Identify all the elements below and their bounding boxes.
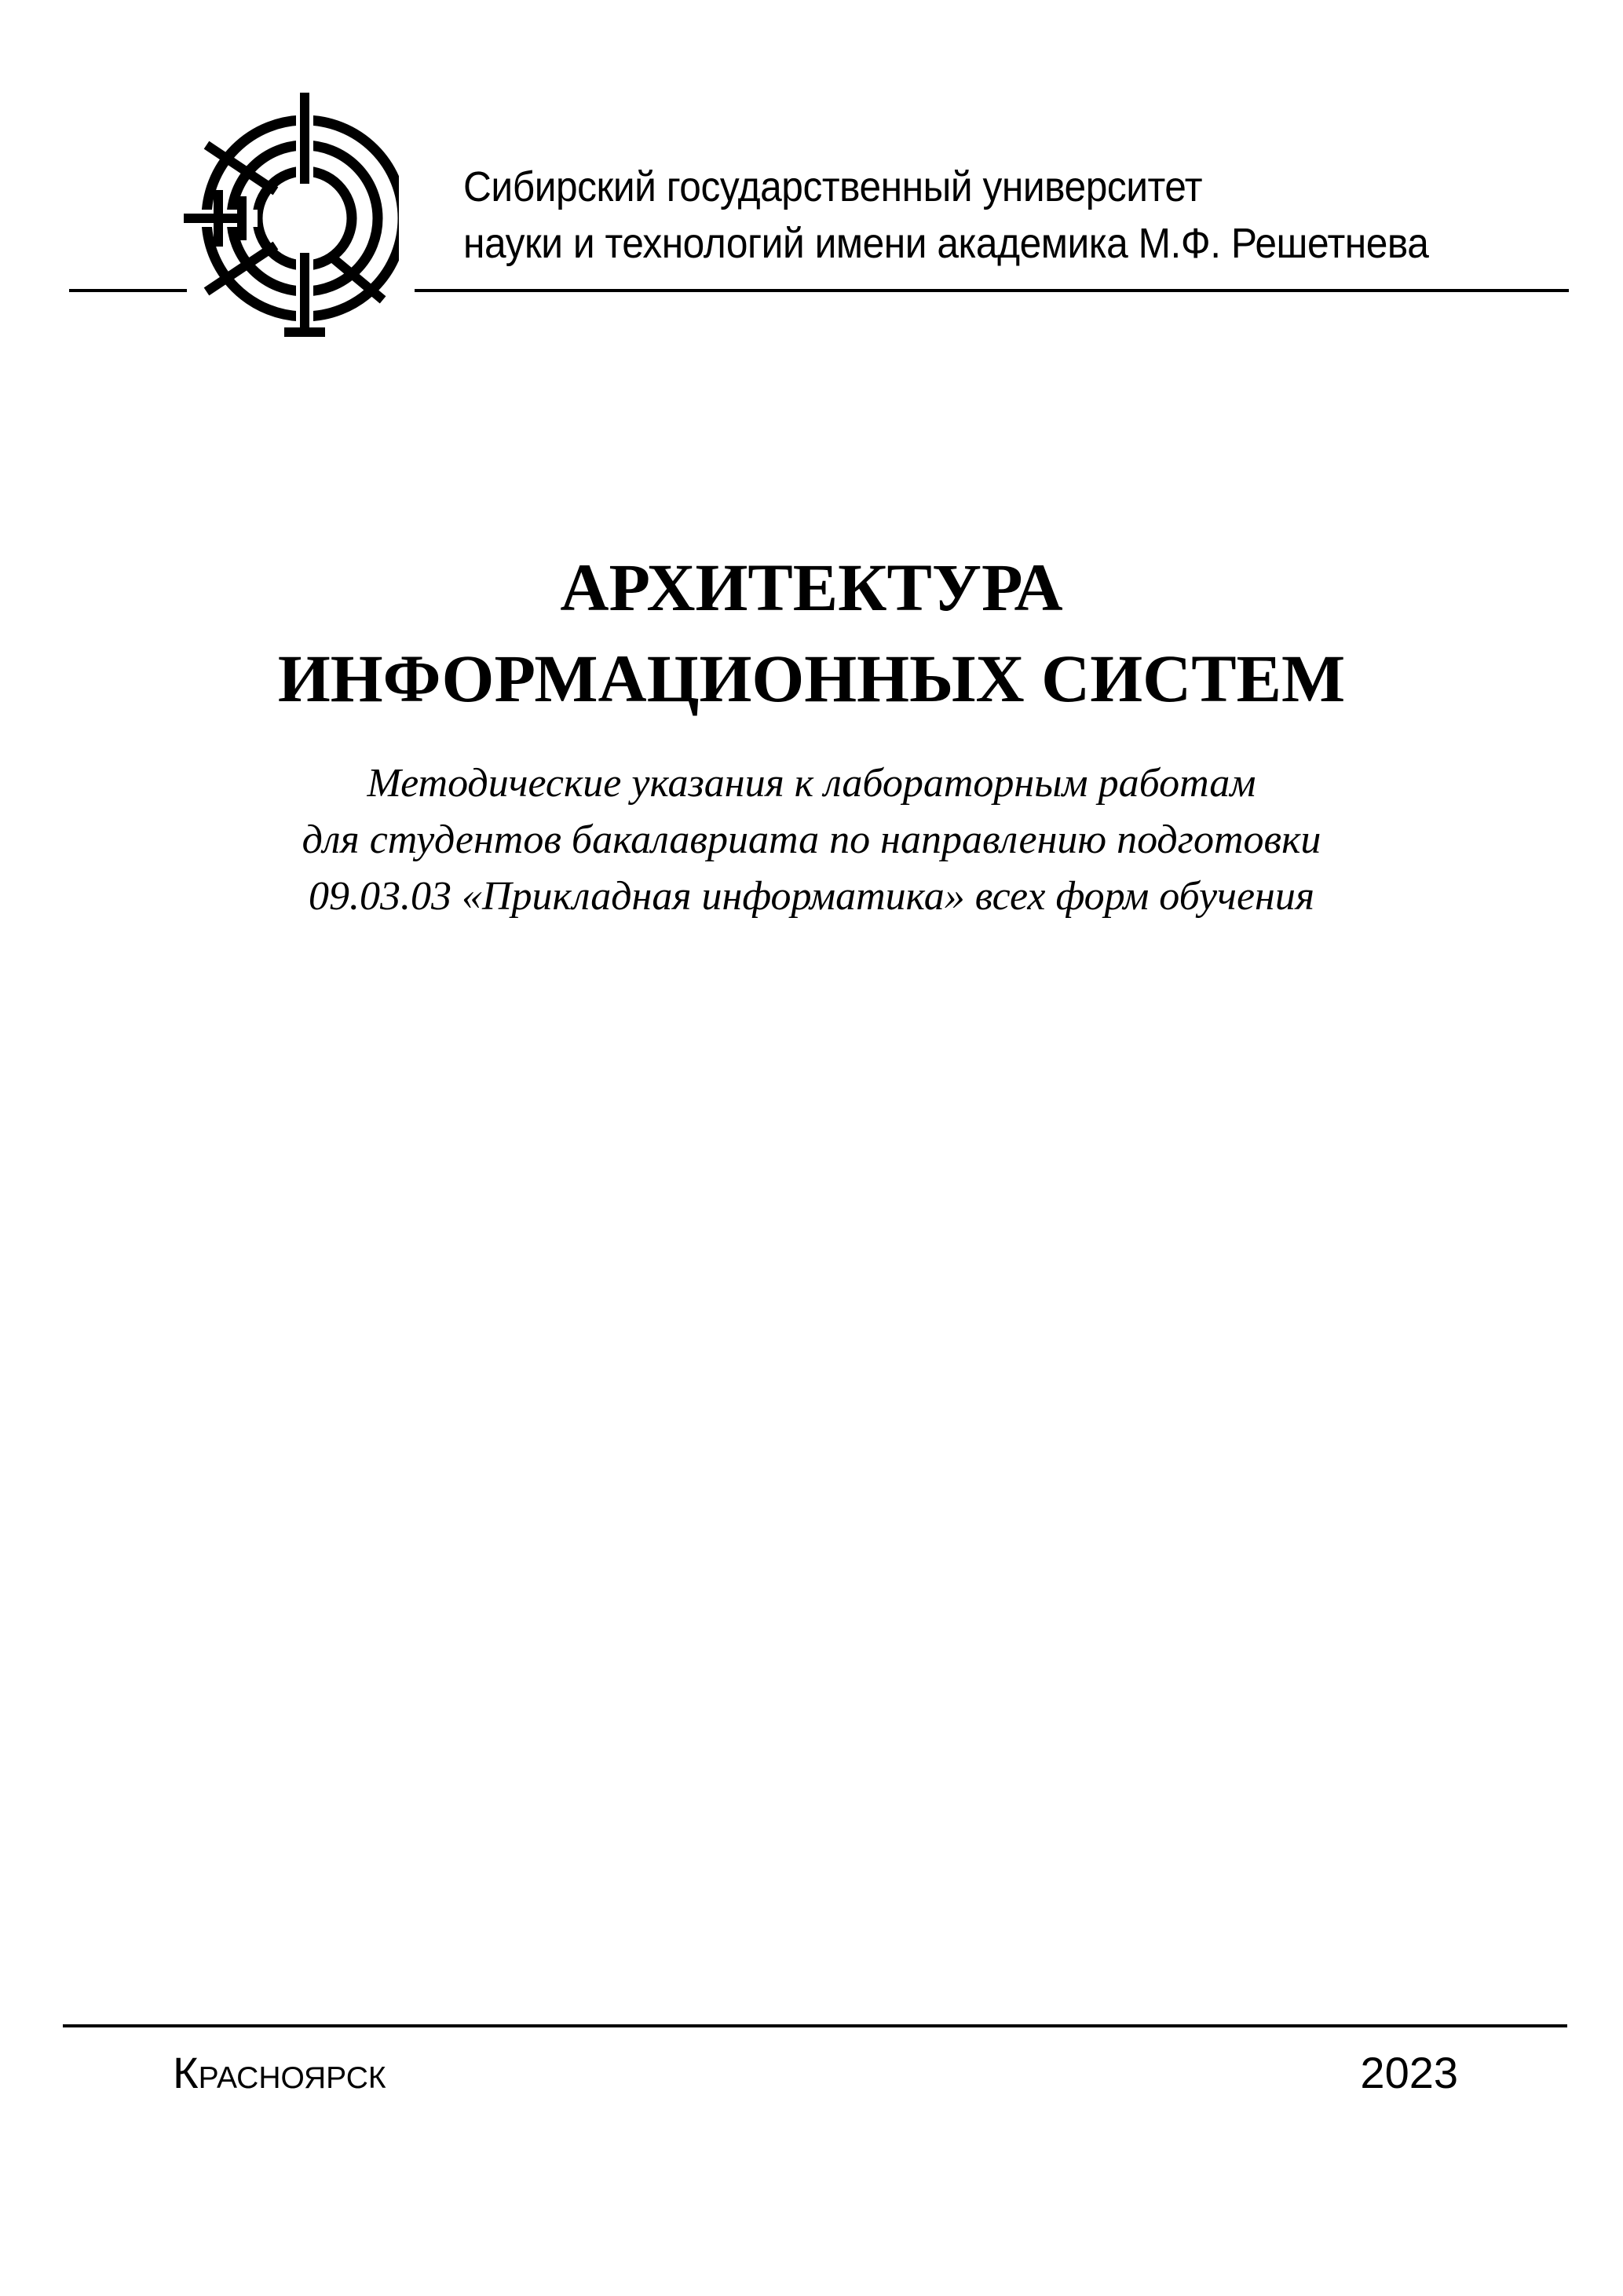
university-emblem-icon bbox=[179, 93, 399, 344]
document-subtitle-line-3: 09.03.03 «Прикладная информатика» всех форм обучения bbox=[308, 874, 1314, 919]
document-title-line-2: ИНФОРМАЦИОННЫХ СИСТЕМ bbox=[277, 641, 1346, 716]
document-title bbox=[0, 542, 1623, 724]
document-subtitle-line-2: для студентов бакалавриата по направлению подготовки bbox=[302, 817, 1321, 862]
university-name bbox=[463, 159, 1428, 272]
document-title-line-1: АРХИТЕКТУРА bbox=[560, 550, 1063, 625]
university-name-line-2: науки и технологий имени академика М.Ф. Решетнева bbox=[463, 220, 1429, 267]
header-divider-left bbox=[69, 289, 187, 292]
footer-divider bbox=[63, 2024, 1567, 2027]
publication-year: 2023 bbox=[1360, 2048, 1458, 2097]
document-subtitle-line-1: Методические указания к лабораторным работам bbox=[367, 761, 1256, 806]
university-name-line-1: Сибирский государственный университет bbox=[463, 163, 1203, 210]
publication-city: Красноярск bbox=[173, 2048, 386, 2097]
document-subtitle bbox=[0, 755, 1623, 925]
header-divider-right bbox=[415, 289, 1569, 292]
